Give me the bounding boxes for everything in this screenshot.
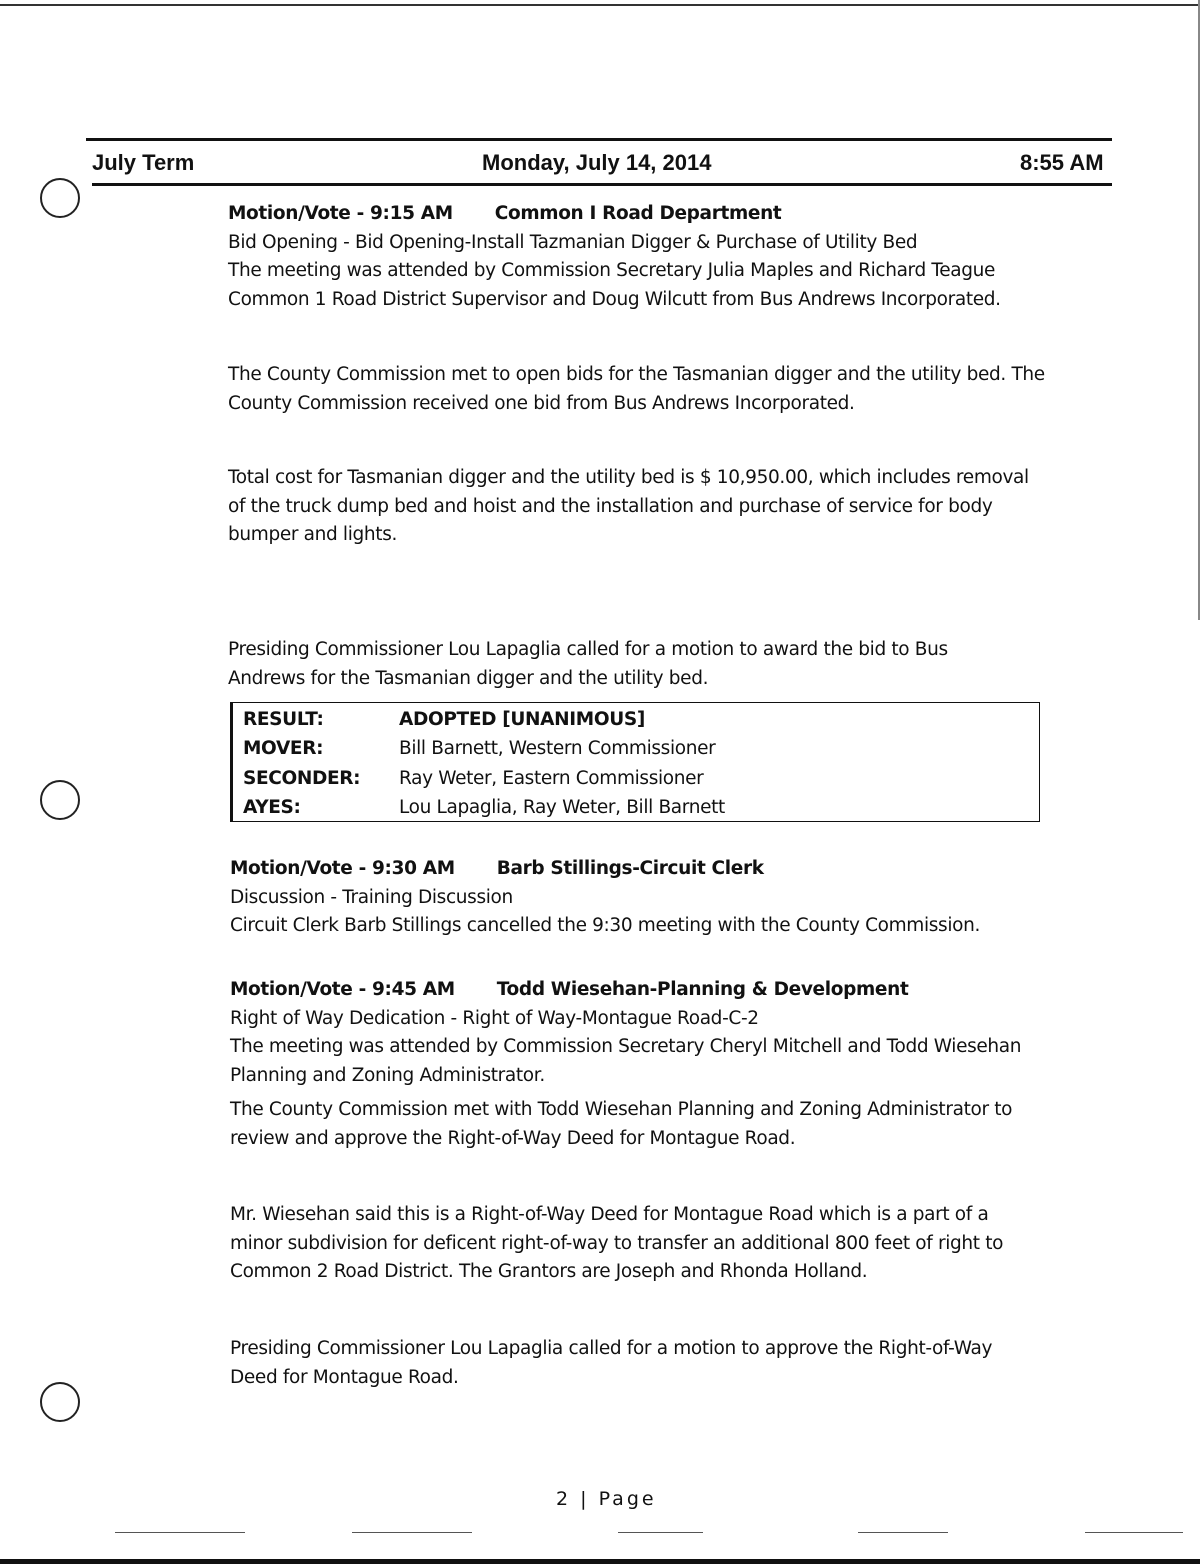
attendance-text: The meeting was attended by Commission Secretary Julia Maples and Richard Teague Common 1 Road District Supervisor and Doug Wilcutt from Bus Andrews Incorporated.	[228, 260, 1001, 310]
paragraph: Presiding Commissioner Lou Lapaglia called for a motion to approve the Right-of-Way Deed for Montague Road.	[230, 1338, 993, 1388]
motion-heading: Motion/Vote - 9:45 AM Todd Wiesehan-Planning & Development	[230, 979, 909, 1000]
page-number: 2 | Page	[556, 1488, 657, 1510]
scan-bottom-rule	[0, 1559, 1200, 1564]
vote-seconder-row: SECONDER: Ray Weter, Eastern Commissioner	[243, 768, 704, 789]
header-rule-top	[86, 138, 1112, 141]
item-type-line: Discussion - Training Discussion	[230, 886, 513, 908]
vote-result-box	[230, 702, 1040, 822]
header-rule-bottom	[92, 183, 1112, 186]
scan-top-rule	[0, 4, 1200, 6]
footer-dash	[618, 1532, 703, 1533]
vote-result-row: RESULT: ADOPTED [UNANIMOUS]	[243, 709, 645, 730]
paragraph: Presiding Commissioner Lou Lapaglia called for a motion to award the bid to Bus Andrews for the Tasmanian digger and the utility bed.	[228, 639, 948, 689]
meeting-time: 8:55 AM	[1020, 150, 1104, 175]
motion-heading: Motion/Vote - 9:30 AM Barb Stillings-Circuit Clerk	[230, 858, 764, 879]
vote-result: ADOPTED [UNANIMOUS]	[399, 709, 645, 730]
paragraph: Total cost for Tasmanian digger and the utility bed is $ 10,950.00, which includes removal of the truck dump bed and hoist and the installation and purchase of service for body bumper and lights.	[228, 467, 1029, 545]
paragraph: Mr. Wiesehan said this is a Right-of-Way Deed for Montague Road which is a part of a minor subdivision for deficent right-of-way to transfer an additional 800 feet of right to Common 2 Road District. The Grantors are Joseph and Rhonda Holland.	[230, 1204, 1004, 1282]
vote-ayes-row: AYES: Lou Lapaglia, Ray Weter, Bill Barnett	[243, 797, 725, 818]
motion-heading: Motion/Vote - 9:15 AM Common I Road Department	[228, 203, 782, 224]
item-type-line: Bid Opening - Bid Opening-Install Tazmanian Digger & Purchase of Utility Bed	[228, 231, 918, 253]
vote-mover: Bill Barnett, Western Commissioner	[399, 738, 716, 759]
item-type-line: Right of Way Dedication - Right of Way-Montague Road-C-2	[230, 1007, 759, 1029]
vote-seconder: Ray Weter, Eastern Commissioner	[399, 768, 704, 789]
footer-dash	[352, 1532, 472, 1533]
paragraph: The County Commission met with Todd Wiesehan Planning and Zoning Administrator to review and approve the Right-of-Way Deed for Montague Road.	[230, 1099, 1013, 1149]
agenda-item-circuit-clerk	[230, 855, 1060, 941]
footer-dash	[115, 1532, 245, 1533]
paragraph: The County Commission met to open bids for the Tasmanian digger and the utility bed. The County Commission received one bid from Bus Andrews Incorporated.	[228, 364, 1045, 414]
binder-hole-bottom	[40, 1382, 80, 1422]
binder-hole-middle	[40, 780, 80, 820]
footer-dash	[1085, 1532, 1183, 1533]
motion-subject: Common I Road Department	[494, 203, 782, 224]
footer-dash	[858, 1532, 948, 1533]
term-label: July Term	[92, 150, 195, 175]
motion-subject: Todd Wiesehan-Planning & Development	[496, 979, 909, 1000]
agenda-item-planning-development	[230, 976, 1060, 1090]
vote-mover-row: MOVER: Bill Barnett, Western Commissioner	[243, 738, 716, 759]
binder-hole-top	[40, 178, 80, 218]
agenda-item-road-department	[228, 200, 1058, 314]
meeting-date: Monday, July 14, 2014	[482, 150, 712, 175]
vote-ayes: Lou Lapaglia, Ray Weter, Bill Barnett	[399, 797, 725, 818]
attendance-text: The meeting was attended by Commission Secretary Cheryl Mitchell and Todd Wiesehan Planning and Zoning Administrator.	[230, 1036, 1022, 1086]
motion-subject: Barb Stillings-Circuit Clerk	[496, 858, 764, 879]
paragraph: Circuit Clerk Barb Stillings cancelled the 9:30 meeting with the County Commission.	[230, 915, 980, 936]
